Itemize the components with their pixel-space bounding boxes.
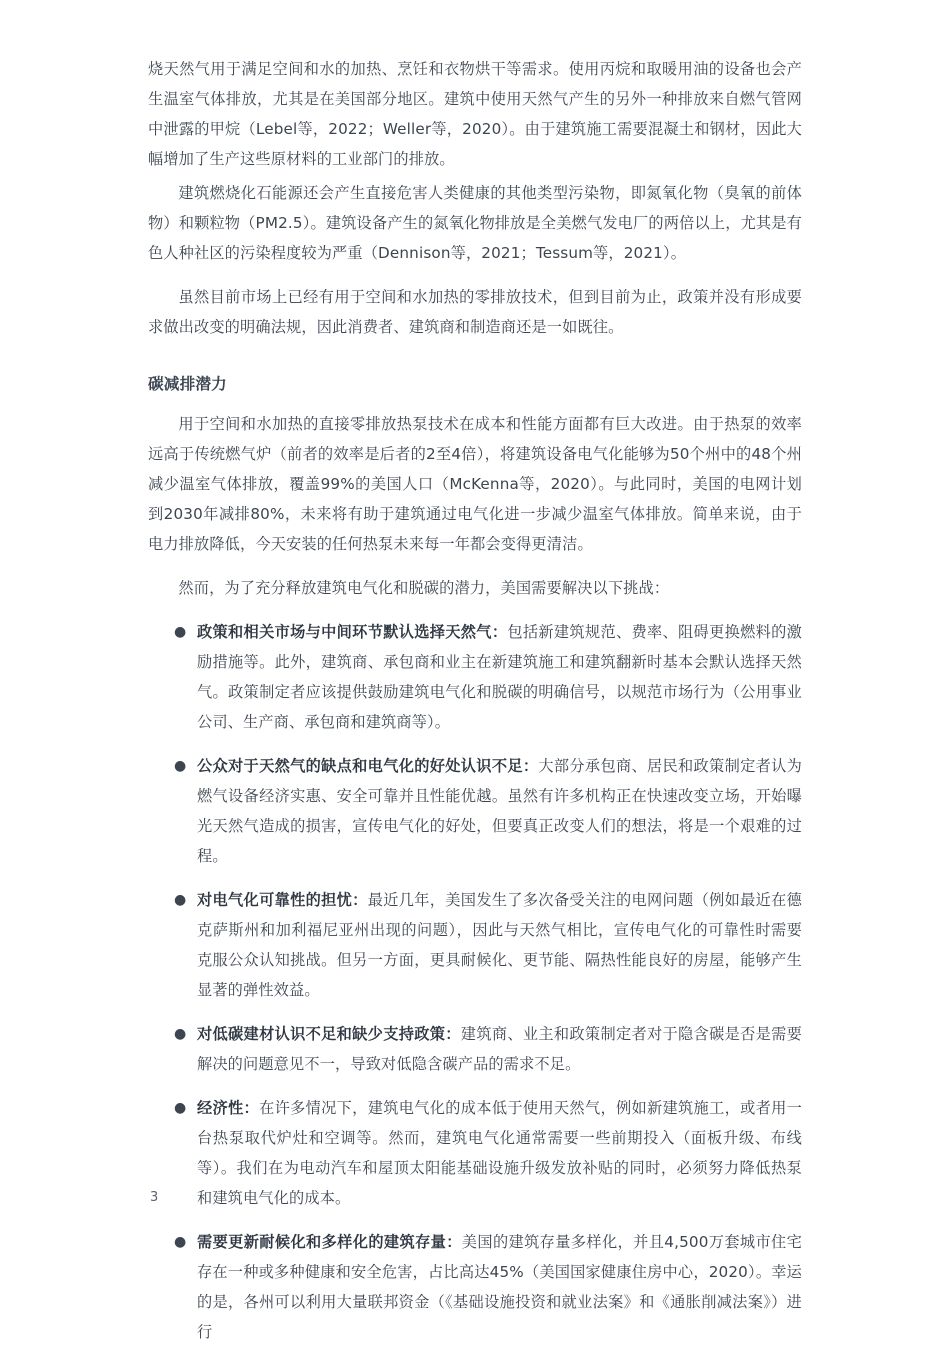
challenge-list <box>148 617 802 1347</box>
section-heading-carbon-reduction: 碳减排潜力 <box>148 375 227 393</box>
paragraph-heat-pump-potential: 用于空间和水加热的直接零排放热泵技术在成本和性能方面都有巨大改进。由于热泵的效率远高于传统燃气炉（前者的效率是后者的2至4倍），将建筑设备电气化能够为50个州中的48个州减少温室气体排放，覆盖99%的美国人口（McKenna等，2020）。与此同时，美国的电网计划到2030年减排80%，未来将有助于建筑通过电气化进一步减少温室气体排放。简单来说，由于电力排放降低，今天安装的任何热泵未来每一年都会变得更清洁。 <box>148 415 802 553</box>
bullet-icon: ● <box>174 624 187 640</box>
list-item-body: 最近几年，美国发生了多次备受关注的电网问题（例如最近在德克萨斯州和加利福尼亚州出现的问题），因此与天然气相比，宣传电气化的可靠性时需要克服公众认知挑战。但另一方面，更具耐候化、更节能、隔热性能良好的房屋，能够产生显著的弹性效益。 <box>197 891 803 999</box>
paragraph-continued-emissions: 烧天然气用于满足空间和水的加热、烹饪和衣物烘干等需求。使用丙烷和取暖用油的设备也会产生温室气体排放，尤其是在美国部分地区。建筑中使用天然气产生的另外一种排放来自燃气管网中泄露的甲烷（Lebel等，2022；Weller等，2020）。由于建筑施工需要混凝土和钢材，因此大幅增加了生产这些原材料的工业部门的排放。 <box>148 60 802 168</box>
list-item <box>148 1093 802 1213</box>
bullet-icon: ● <box>174 1026 187 1042</box>
bullet-icon: ● <box>174 758 187 774</box>
list-item-term: 公众对于天然气的缺点和电气化的好处认识不足： <box>197 757 539 775</box>
list-item <box>148 1227 802 1347</box>
bullet-icon: ● <box>174 1234 187 1250</box>
list-item <box>148 617 802 737</box>
list-item-term: 对电气化可靠性的担忧： <box>197 891 368 909</box>
list-item-term: 对低碳建材认识不足和缺少支持政策： <box>197 1025 461 1043</box>
list-item-body: 大部分承包商、居民和政策制定者认为燃气设备经济实惠、安全可靠并且性能优越。虽然有许多机构正在快速改变立场，开始曝光天然气造成的损害，宣传电气化的好处，但要真正改变人们的想法，将是一个艰难的过程。 <box>197 757 802 865</box>
list-item <box>148 751 802 871</box>
paragraph-challenges-intro: 然而，为了充分释放建筑电气化和脱碳的潜力，美国需要解决以下挑战： <box>178 579 670 597</box>
page-content <box>148 54 802 1361</box>
list-item-term: 经济性： <box>197 1099 260 1117</box>
list-item-body: 美国的建筑存量多样化，并且4,500万套城市住宅存在一种或多种健康和安全危害，占比高达45%（美国国家健康住房中心，2020）。幸运的是，各州可以利用大量联邦资金（《基础设施投资和就业法案》和《通胀削减法案》）进行 <box>197 1233 802 1341</box>
list-item-body: 建筑商、业主和政策制定者对于隐含碳是否是需要解决的问题意见不一，导致对低隐含碳产品的需求不足。 <box>197 1025 802 1073</box>
list-item-body: 包括新建筑规范、费率、阻碍更换燃料的激励措施等。此外，建筑商、承包商和业主在新建筑施工和建筑翻新时基本会默认选择天然气。政策制定者应该提供鼓励建筑电气化和脱碳的明确信号，以规范市场行为（公用事业公司、生产商、承包商和建筑商等）。 <box>197 623 802 731</box>
bullet-icon: ● <box>174 892 187 908</box>
list-item <box>148 885 802 1005</box>
page-number: 3 <box>150 1190 159 1205</box>
list-item <box>148 1019 802 1079</box>
bullet-icon: ● <box>174 1100 187 1116</box>
list-item-term: 政策和相关市场与中间环节默认选择天然气： <box>197 623 508 641</box>
paragraph-health-pollutants: 建筑燃烧化石能源还会产生直接危害人类健康的其他类型污染物，即氮氧化物（臭氧的前体物）和颗粒物（PM2.5）。建筑设备产生的氮氧化物排放是全美燃气发电厂的两倍以上，尤其是有色人种社区的污染程度较为严重（Dennison等，2021；Tessum等，2021）。 <box>148 184 802 262</box>
paragraph-zero-emission-tech: 虽然目前市场上已经有用于空间和水加热的零排放技术，但到目前为止，政策并没有形成要求做出改变的明确法规，因此消费者、建筑商和制造商还是一如既往。 <box>148 288 802 336</box>
list-item-body: 在许多情况下，建筑电气化的成本低于使用天然气，例如新建筑施工，或者用一台热泵取代炉灶和空调等。然而，建筑电气化通常需要一些前期投入（面板升级、布线等）。我们在为电动汽车和屋顶太阳能基础设施升级发放补贴的同时，必须努力降低热泵和建筑电气化的成本。 <box>197 1099 802 1207</box>
list-item-term: 需要更新耐候化和多样化的建筑存量： <box>197 1233 462 1251</box>
